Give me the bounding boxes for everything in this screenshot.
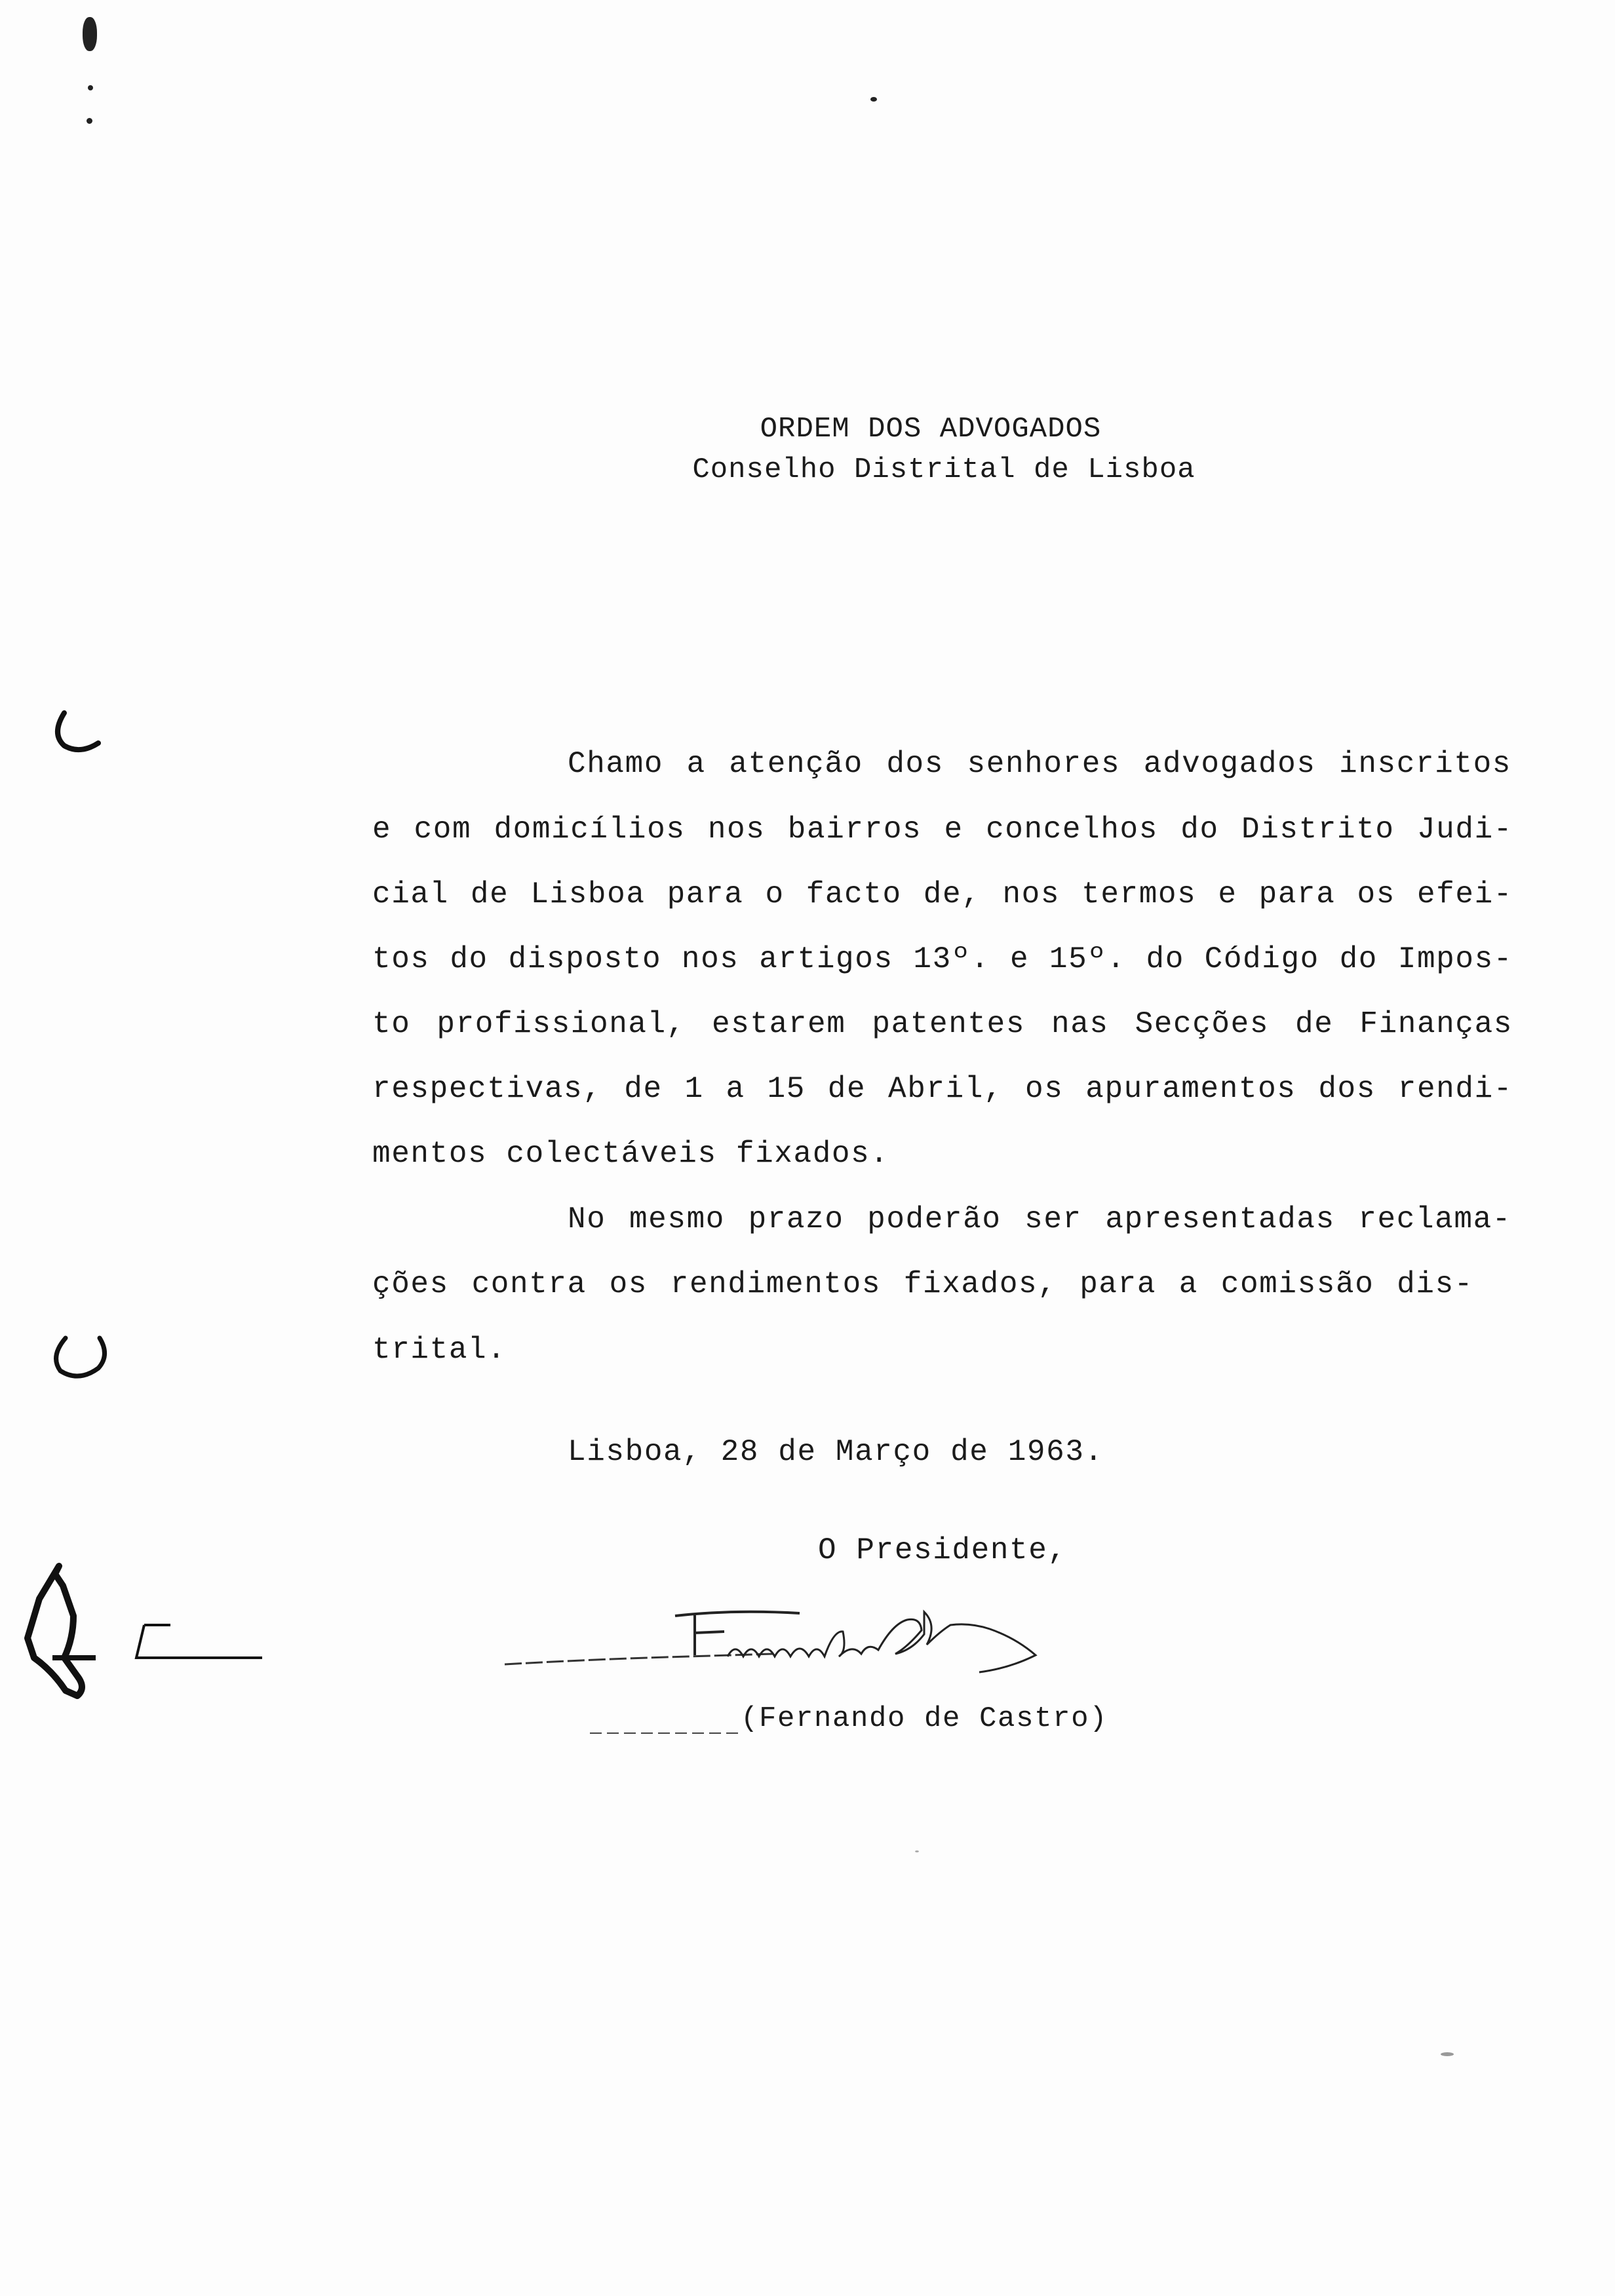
body-line-5: to profissional, estarem patentes nas Secções de Finanças [372,1007,1513,1041]
council-subtitle: Conselho Distrital de Lisboa [692,453,1196,486]
ink-dot [870,97,877,102]
body-line-7: mentos colectáveis fixados. [372,1137,889,1171]
body-line-6: respectivas, de 1 a 15 de Abril, os apuramentos dos rendi- [372,1072,1513,1106]
c-shaped-mark-icon [46,708,111,760]
dashed-underline [590,1730,741,1736]
ink-dot [88,85,93,90]
ink-blot-top-left [83,17,97,51]
speck [1441,2052,1454,2056]
body-line-3: cial de Lisboa para o facto de, nos termos e para os efei- [372,877,1513,911]
body-line-4: tos do disposto nos artigos 13º. e 15º. do Código do Impos- [372,942,1513,976]
body-line-10: trital. [372,1333,507,1367]
organization-title: ORDEM DOS ADVOGADOS [760,413,1102,446]
body-line-2: e com domicílios nos bairros e concelhos do Distrito Judi- [372,813,1513,847]
place-and-date: Lisboa, 28 de Março de 1963. [568,1435,1104,1469]
initial-scribble-icon [13,1559,288,1717]
o-shaped-mark-icon [46,1324,118,1383]
ink-dot [87,118,92,124]
body-line-1: Chamo a atenção dos senhores advogados inscritos [568,747,1511,781]
signatory-role: O Presidente, [818,1533,1067,1567]
speck [915,1850,919,1852]
signatory-name: (Fernando de Castro) [741,1702,1108,1735]
body-line-9: ções contra os rendimentos fixados, para a comissão dis- [372,1267,1473,1301]
body-line-8: No mesmo prazo poderão ser apresentadas reclama- [568,1202,1511,1236]
